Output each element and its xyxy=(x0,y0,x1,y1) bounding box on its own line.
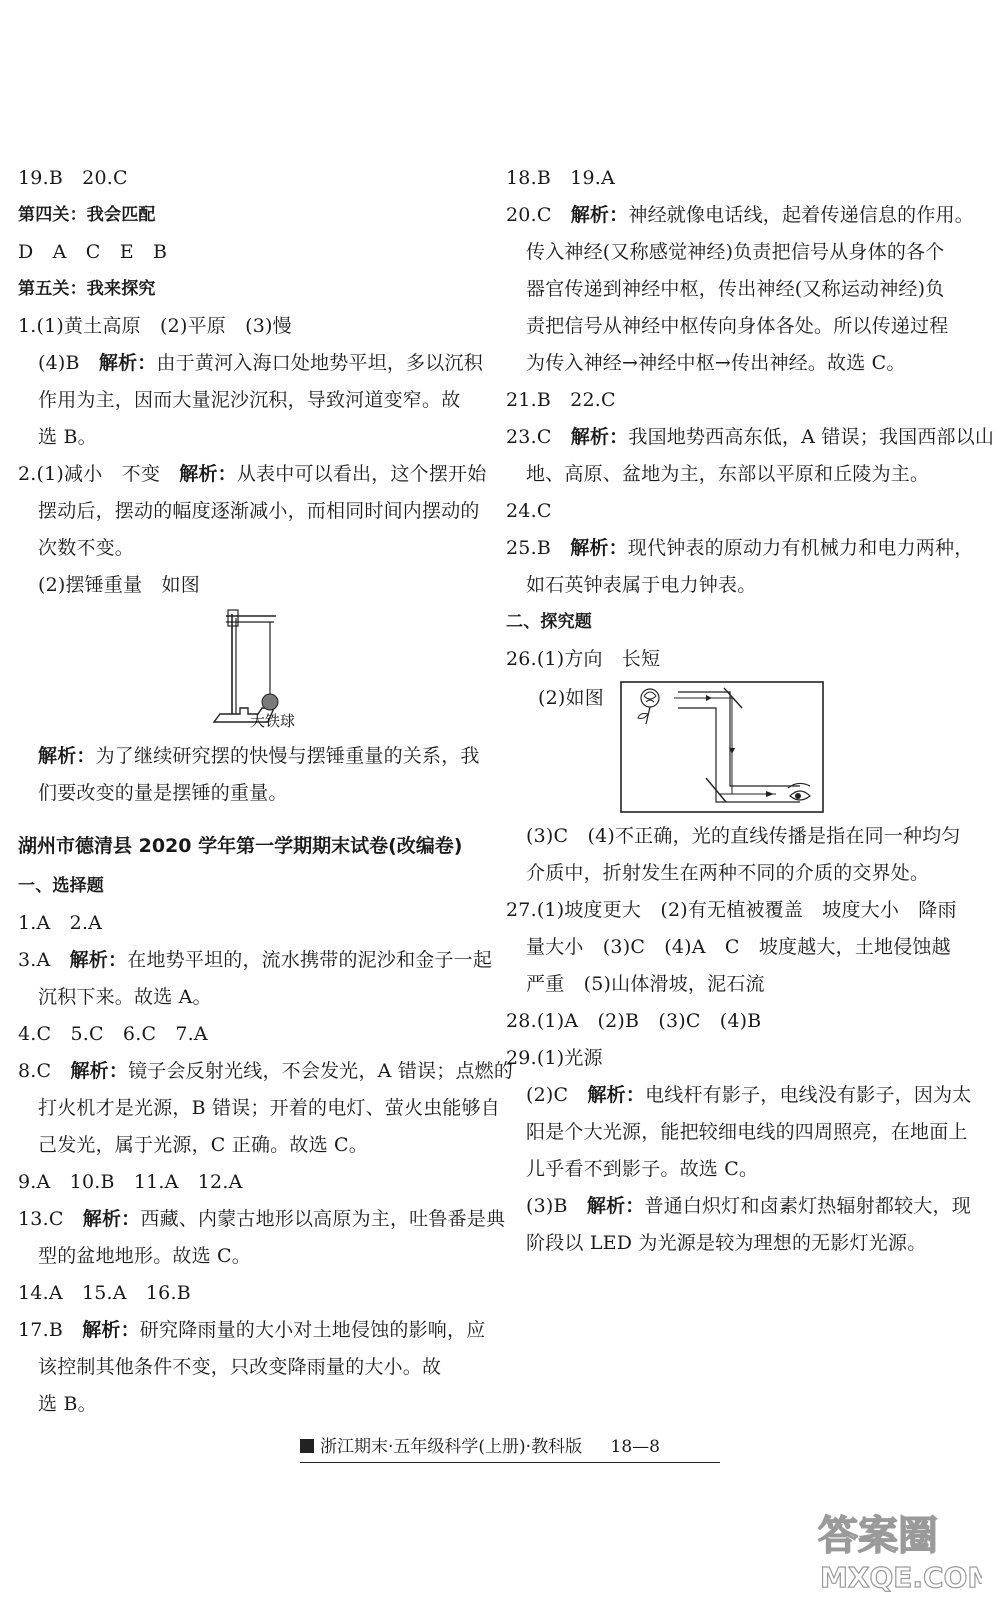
analysis-text: 研究降雨量的大小对土地侵蚀的影响，应 xyxy=(139,1319,486,1341)
answer-line xyxy=(506,530,976,567)
section-heading: 第四关：我会匹配 xyxy=(18,205,156,225)
analysis-text: 该控制其他条件不变，只改变降雨量的大小。故 xyxy=(38,1356,442,1378)
analysis-text: 摆动后，摆动的幅度逐渐减小，而相同时间内摆动的 xyxy=(38,500,480,522)
answer-num: 23.C xyxy=(506,426,571,448)
analysis-text: 传入神经(又称感觉神经)负责把信号从身体的各个 xyxy=(526,241,945,263)
analysis-label: 解析： xyxy=(38,745,96,767)
footer-book-title: 浙江期末·五年级科学(上册)·教科版 xyxy=(320,1437,583,1457)
answer-line xyxy=(18,942,493,979)
answer-line: 严重 (5)山体滑坡，泥石流 xyxy=(526,973,765,995)
analysis-text: 型的盆地地形。故选 C。 xyxy=(38,1245,251,1267)
section-heading: 第五关：我来探究 xyxy=(18,279,156,299)
analysis-text: 电线杆有影子，电线没有影子，因为太 xyxy=(645,1084,972,1106)
answer-line xyxy=(18,1201,506,1238)
answer-line xyxy=(506,419,995,456)
answer-line: D A C E B xyxy=(18,241,168,263)
answer-num: 17.B xyxy=(18,1319,83,1341)
answer-num: 2.(1)减小 不变 xyxy=(18,463,180,485)
analysis-text: 神经就像电话线，起着传递信息的作用。 xyxy=(628,204,974,226)
watermark-logo xyxy=(812,1505,982,1599)
answer-line xyxy=(506,1188,976,1225)
analysis-label: 解析： xyxy=(98,352,157,374)
analysis-text: 次数不变。 xyxy=(38,537,135,559)
analysis-text: 介质中，折射发生在两种不同的介质的交界处。 xyxy=(526,862,930,884)
analysis-text: 地、高原、盆地为主，东部以平原和丘陵为主。 xyxy=(526,463,930,485)
analysis-label: 解析： xyxy=(70,1060,129,1082)
exam-title: 湖州市德清县 2020 学年第一学期期末试卷(改编卷) xyxy=(18,835,463,857)
answer-line xyxy=(18,1312,486,1349)
answer-num: 3.A xyxy=(18,949,70,971)
periscope-diagram xyxy=(506,678,976,818)
answer-num: (2)C xyxy=(526,1084,588,1106)
analysis-text: 为了继续研究摆的快慢与摆锤重量的关系，我 xyxy=(95,745,480,767)
answer-num: (4)B xyxy=(38,352,99,374)
left-column xyxy=(18,160,514,1423)
answer-num: 20.C xyxy=(506,204,571,226)
watermark-text: 答案圈 xyxy=(818,1513,938,1559)
answer-line: 19.B 20.C xyxy=(18,167,128,189)
answer-line: 1.A 2.A xyxy=(18,912,103,934)
analysis-text: 阳是个大光源，能把较细电线的四周照亮，在地面上 xyxy=(526,1121,968,1143)
answer-line: 24.C xyxy=(506,500,552,522)
answer-line: 26.(1)方向 长短 xyxy=(506,648,661,670)
analysis-text: 我国地势西高东低，A 错误；我国西部以山 xyxy=(628,426,995,448)
answer-num: 13.C xyxy=(18,1208,83,1230)
analysis-text: 器官传递到神经中枢，传出神经(又称运动神经)负 xyxy=(526,278,945,300)
answer-line: (3)C (4)不正确，光的直线传播是指在同一种均匀 xyxy=(526,825,961,847)
analysis-label: 解析： xyxy=(587,1084,646,1106)
page-footer xyxy=(300,1432,720,1463)
analysis-text: 选 B。 xyxy=(38,426,97,448)
analysis-text: 在地势平坦的，流水携带的泥沙和金子一起 xyxy=(127,949,493,971)
flower-icon xyxy=(638,689,659,724)
answer-line: 28.(1)A (2)B (3)C (4)B xyxy=(506,1010,762,1032)
analysis-label: 解析： xyxy=(570,426,629,448)
answer-line xyxy=(506,1077,976,1114)
answer-line: 量大小 (3)C (4)A C 坡度越大，土地侵蚀越 xyxy=(526,936,951,958)
analysis-label: 解析： xyxy=(82,1319,140,1341)
right-column xyxy=(506,160,995,1262)
analysis-label: 解析： xyxy=(179,463,237,485)
answer-num: 25.B xyxy=(506,537,571,559)
analysis-text: 从表中可以看出，这个摆开始 xyxy=(236,463,487,485)
answer-line: 1.(1)黄土高原 (2)平原 (3)慢 xyxy=(18,315,292,337)
answer-line: 21.B 22.C xyxy=(506,389,616,411)
pendulum-figure xyxy=(18,604,478,738)
analysis-text: 由于黄河入海口处地势平坦，多以沉积 xyxy=(156,352,483,374)
answer-num: 8.C xyxy=(18,1060,71,1082)
answer-line xyxy=(18,345,483,382)
analysis-label: 解析： xyxy=(586,1195,645,1217)
answer-line: 4.C 5.C 6.C 7.A xyxy=(18,1023,208,1045)
analysis-text: 责把信号从神经中枢传向身体各处。所以传递过程 xyxy=(526,315,949,337)
answer-line xyxy=(18,456,487,493)
analysis-label: 解析： xyxy=(570,537,628,559)
answer-line: 18.B 19.A xyxy=(506,167,615,189)
section-heading: 一、选择题 xyxy=(18,876,104,896)
pendulum-diagram xyxy=(18,604,478,738)
analysis-text: 打火机才是光源，B 错误；开着的电灯、萤火虫能够自 xyxy=(38,1097,501,1119)
analysis-text: 西藏、内蒙古地形以高原为主，吐鲁番是典 xyxy=(140,1208,506,1230)
analysis-text: 镜子会反射光线，不会发光，A 错误；点燃的 xyxy=(128,1060,514,1082)
analysis-text: 现代钟表的原动力有机械力和电力两种， xyxy=(627,537,974,559)
watermark-domain: MXQE.COM xyxy=(820,1561,982,1594)
analysis-label: 解析： xyxy=(570,204,629,226)
analysis-text: 己发光，属于光源，C 正确。故选 C。 xyxy=(38,1134,368,1156)
page-number: 18—8 xyxy=(610,1437,660,1457)
fig-label: 大铁球 xyxy=(250,712,296,730)
answer-line xyxy=(18,1053,514,1090)
answer-line: 14.A 15.A 16.B xyxy=(18,1282,191,1304)
analysis-text: 们要改变的量是摆锤的重量。 xyxy=(38,782,288,804)
analysis-text: 沉积下来。故选 A。 xyxy=(38,986,212,1008)
analysis-text: 阶段以 LED 为光源是较为理想的无影灯光源。 xyxy=(526,1232,927,1254)
analysis-text: 儿乎看不到影子。故选 C。 xyxy=(526,1158,759,1180)
section-heading: 二、探究题 xyxy=(506,612,592,632)
analysis-text: 选 B。 xyxy=(38,1393,97,1415)
answer-line: (2)摆锤重量 如图 xyxy=(38,574,200,596)
mirror-periscope-figure xyxy=(506,678,976,818)
answer-line xyxy=(506,197,976,234)
analysis-text: 作用为主，因而大量泥沙沉积，导致河道变窄。故 xyxy=(38,389,461,411)
answer-line: 29.(1)光源 xyxy=(506,1047,603,1069)
analysis-text: 如石英钟表属于电力钟表。 xyxy=(526,574,757,596)
answer-line: 27.(1)坡度更大 (2)有无植被覆盖 坡度大小 降雨 xyxy=(506,899,957,921)
analysis-label: 解析： xyxy=(69,949,128,971)
analysis-label: 解析： xyxy=(82,1208,141,1230)
analysis-text: 普通白炽灯和卤素灯热辐射都较大，现 xyxy=(644,1195,971,1217)
answer-line: (2)如图 xyxy=(538,687,604,709)
answer-line: 9.A 10.B 11.A 12.A xyxy=(18,1171,243,1193)
analysis-text: 为传入神经→神经中枢→传出神经。故选 C。 xyxy=(526,352,906,374)
footer-square-icon xyxy=(300,1439,314,1453)
answer-line xyxy=(18,738,478,775)
answer-num: (3)B xyxy=(526,1195,587,1217)
